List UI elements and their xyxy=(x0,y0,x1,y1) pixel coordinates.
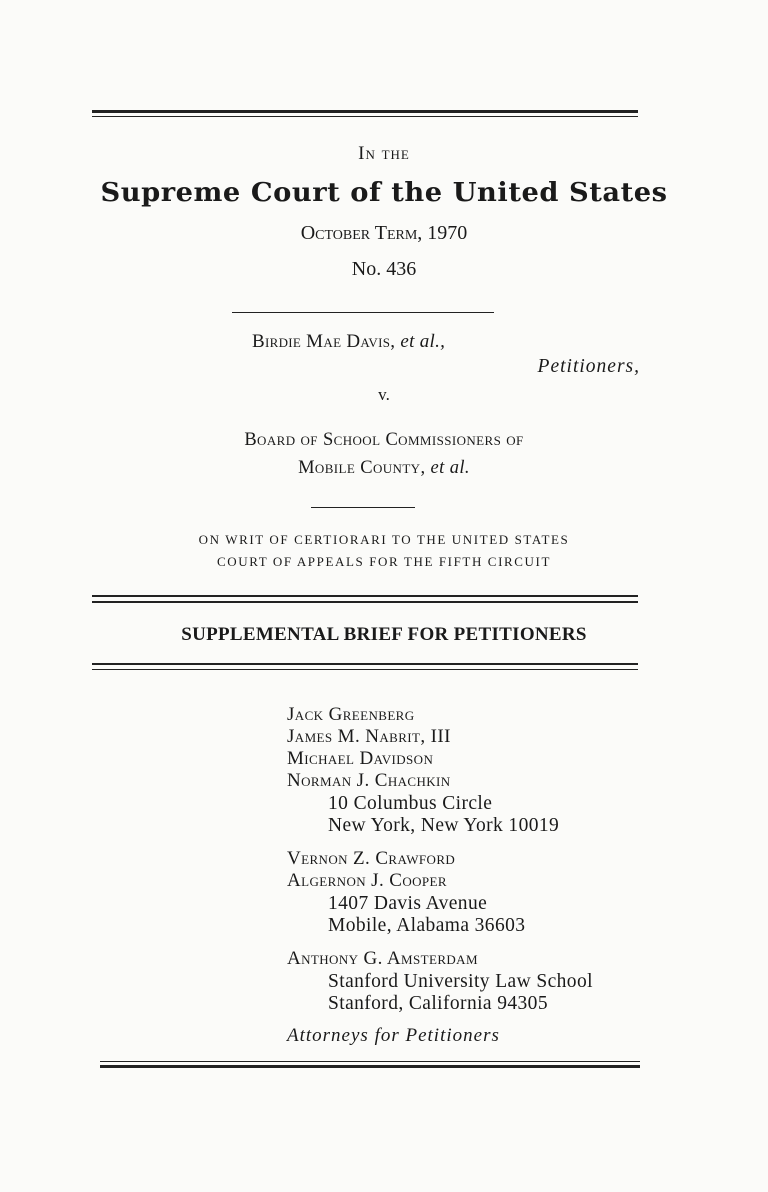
respondent-etal: et al. xyxy=(430,458,470,478)
attorney-name: Michael Davidson xyxy=(287,748,434,769)
attorney-address: New York, New York 10019 xyxy=(328,815,560,836)
attorney-name: Algernon J. Cooper xyxy=(287,870,447,891)
petitioner-line xyxy=(252,331,445,353)
attorney-name: Anthony G. Amsterdam xyxy=(287,948,478,969)
attorney-address: Stanford, California 94305 xyxy=(328,993,548,1014)
brief-title: SUPPLEMENTAL BRIEF FOR PETITIONERS xyxy=(181,624,587,645)
divider-rule-2 xyxy=(311,507,415,508)
bottom-rule-thick xyxy=(100,1065,640,1068)
writ-line-1: ON WRIT OF CERTIORARI TO THE UNITED STATES xyxy=(198,532,570,547)
attorney-address: 1407 Davis Avenue xyxy=(328,893,488,914)
docket-number: No. 436 xyxy=(351,258,417,280)
title-rule-bottom-a xyxy=(92,663,638,665)
divider-rule-1 xyxy=(232,312,494,313)
in-the-label: In the xyxy=(358,143,410,164)
attorney-name: Norman J. Chachkin xyxy=(287,770,451,791)
attorney-name: Vernon Z. Crawford xyxy=(287,848,456,869)
respondent-line-1: Board of School Commissioners of xyxy=(244,430,524,450)
attorneys-closing: Attorneys for Petitioners xyxy=(287,1025,500,1046)
petitioner-etal: et al., xyxy=(400,331,446,352)
attorney-address: Mobile, Alabama 36603 xyxy=(328,915,526,936)
title-rule-top-b xyxy=(92,601,638,603)
petitioner-name: Birdie Mae Davis, xyxy=(252,331,396,352)
attorney-name: Jack Greenberg xyxy=(287,704,415,725)
top-rule-thick xyxy=(92,110,638,113)
title-rule-top-a xyxy=(92,595,638,597)
attorney-address: 10 Columbus Circle xyxy=(328,793,493,814)
respondent-line-2 xyxy=(0,458,768,479)
attorney-address: Stanford University Law School xyxy=(328,971,593,992)
court-name: Supreme Court of the United States xyxy=(100,178,668,208)
top-rule-thin xyxy=(92,116,638,117)
writ-line-2: COURT OF APPEALS FOR THE FIFTH CIRCUIT xyxy=(216,554,552,569)
bottom-rule-thin xyxy=(100,1061,640,1062)
attorney-name: James M. Nabrit, III xyxy=(287,726,451,747)
title-rule-bottom-b xyxy=(92,669,638,670)
respondent-county: Mobile County, xyxy=(298,458,426,478)
versus-label: v. xyxy=(378,385,390,404)
petitioner-role: Petitioners, xyxy=(537,356,640,377)
term-label: October Term, 1970 xyxy=(300,222,468,244)
